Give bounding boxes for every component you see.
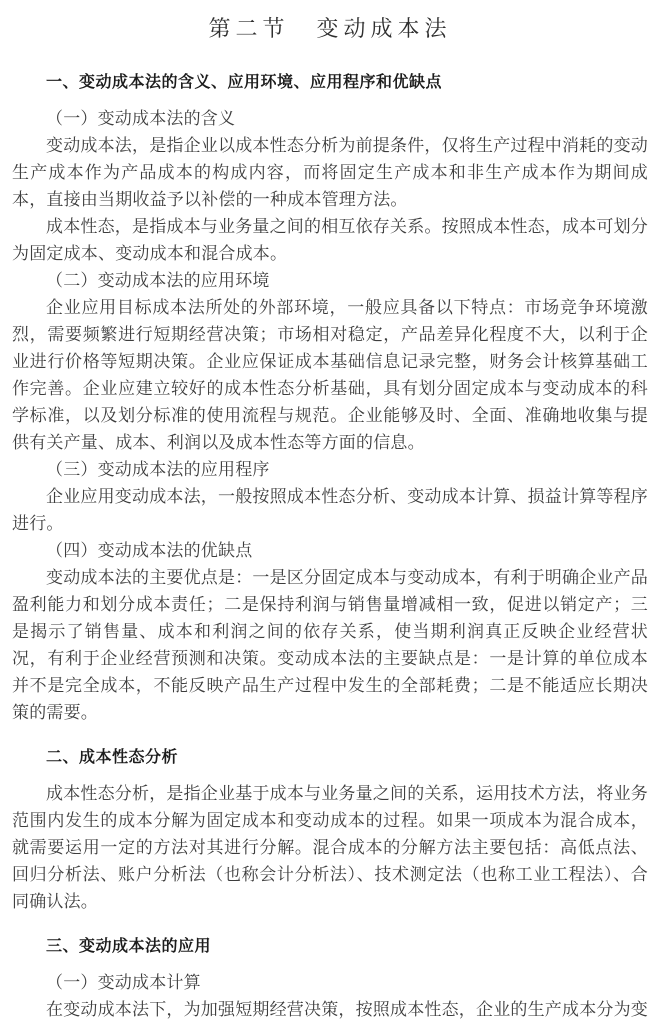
section-3: [12, 936, 648, 1024]
paragraph: 成本性态，是指成本与业务量之间的相互依存关系。按照成本性态，成本可划分为固定成本、变动成本和混合成本。: [12, 217, 648, 264]
paragraph: 成本性态分析，是指企业基于成本与业务量之间的关系，运用技术方法，将业务范围内发生的成本分解为固定成本和变动成本的过程。如果一项成本为混合成本，就需要运用一定的方法对其进行分解。混合成本的分解方法主要包括：高低点法、回归分析法、账户分析法（也称会计分析法）、技术测定法（也称工业工程法）、合同确认法。: [12, 784, 648, 912]
chapter-title: 第二节 变动成本法: [208, 17, 452, 42]
subsection-heading: （二）变动成本法的应用环境: [46, 271, 270, 291]
paragraph: 变动成本法的主要优点是：一是区分固定成本与变动成本，有利于明确企业产品盈利能力和划分成本责任；二是保持利润与销售量增减相一致，促进以销定产；三是揭示了销售量、成本和利润之间的依存关系，使当期利润真正反映企业经营状况，有利于企业经营预测和决策。变动成本法的主要缺点是：一是计算的单位成本并不是完全成本，不能反映产品生产过程中发生的全部耗费；二是不能适应长期决策的需要。: [12, 568, 648, 723]
paragraph: 企业应用目标成本法所处的外部环境，一般应具备以下特点：市场竞争环境激烈，需要频繁进行短期经营决策；市场相对稳定，产品差异化程度不大，以利于企业进行价格等短期决策。企业应保证成本基础信息记录完整，财务会计核算基础工作完善。企业应建立较好的成本性态分析基础，具有划分固定成本与变动成本的科学标准，以及划分标准的使用流程与规范。企业能够及时、全面、准确地收集与提供有关产量、成本、利润以及成本性态等方面的信息。: [12, 298, 648, 453]
subsection-heading: （一）变动成本计算: [46, 973, 201, 993]
paragraph: 企业应用变动成本法，一般按照成本性态分析、变动成本计算、损益计算等程序进行。: [12, 487, 648, 534]
subsection-heading: （三）变动成本法的应用程序: [46, 460, 270, 480]
section-1: [12, 72, 648, 727]
section-2-heading: 二、成本性态分析: [46, 747, 179, 766]
section-1-heading: 一、变动成本法的含义、应用环境、应用程序和优缺点: [46, 72, 443, 91]
paragraph: 变动成本法，是指企业以成本性态分析为前提条件，仅将生产过程中消耗的变动生产成本作为产品成本的构成内容，而将固定生产成本和非生产成本作为期间成本，直接由当期收益予以补偿的一种成本管理方法。: [12, 136, 648, 210]
subsection-heading: （一）变动成本法的含义: [46, 109, 236, 129]
section-2: [12, 747, 648, 916]
paragraph: 在变动成本法下，为加强短期经营决策，按照成本性态，企业的生产成本分为变: [46, 1000, 648, 1020]
subsection-heading: （四）变动成本法的优缺点: [46, 541, 253, 561]
section-3-heading: 三、变动成本法的应用: [46, 936, 212, 955]
